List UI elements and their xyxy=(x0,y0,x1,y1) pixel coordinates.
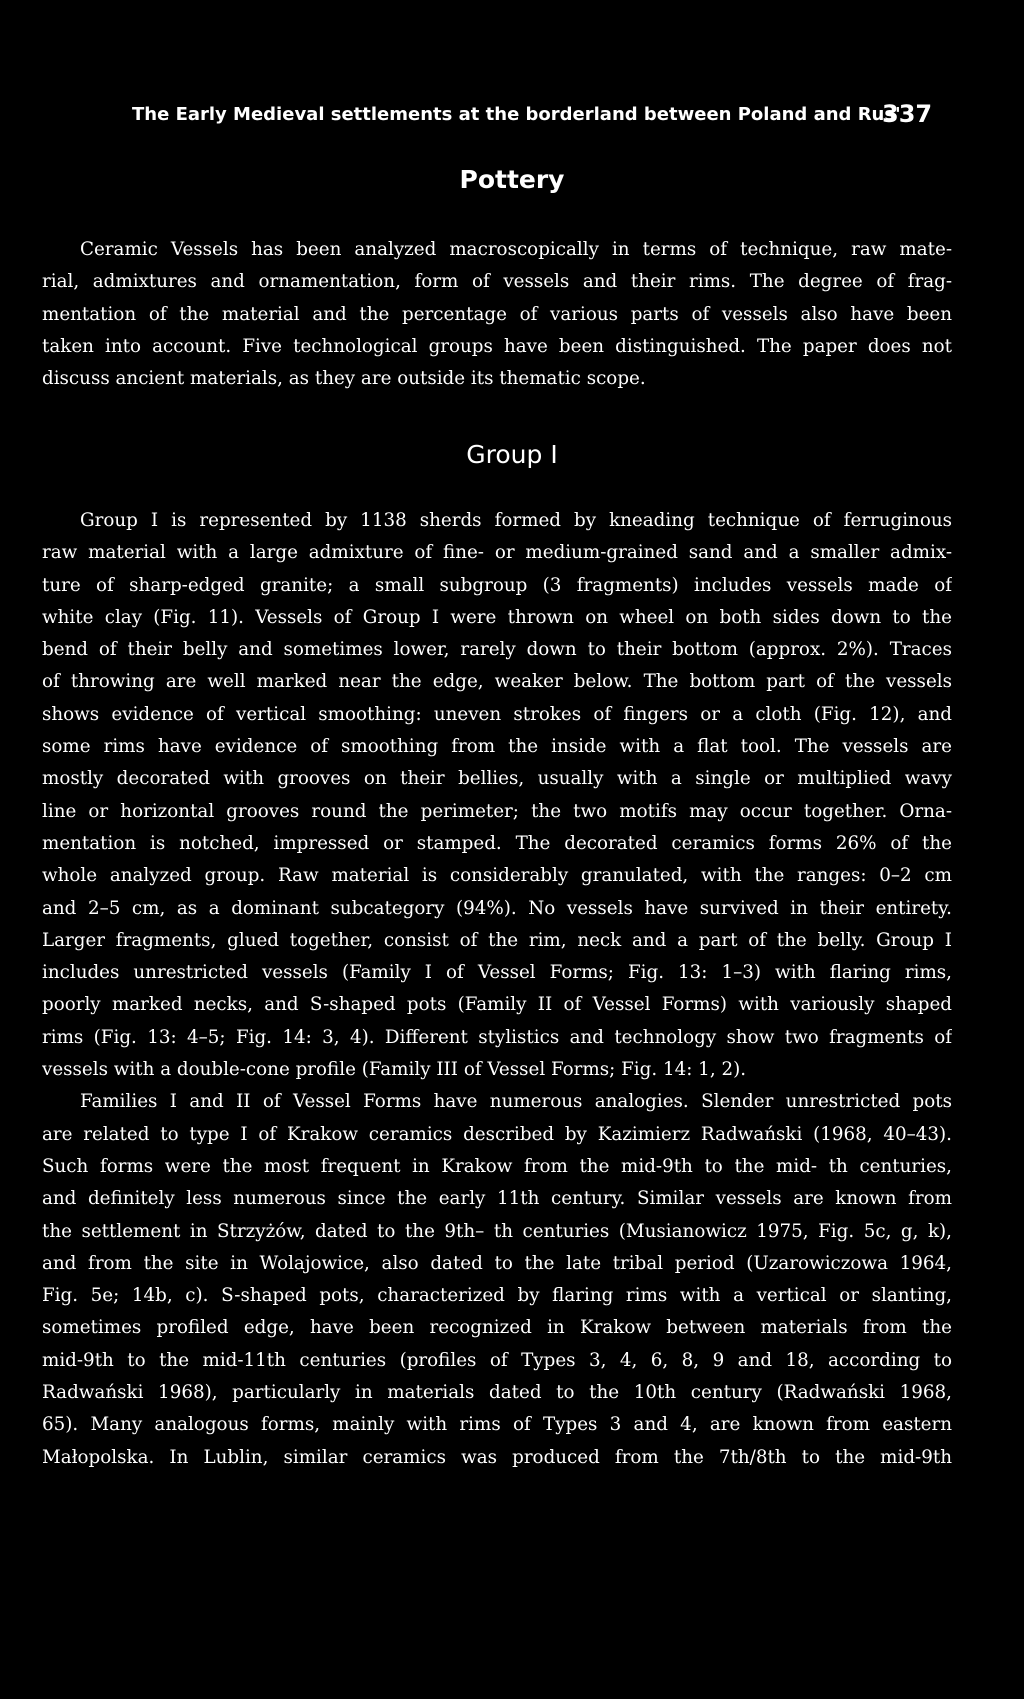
text-line: and 2–5 cm, as a dominant subcategory (94%). No vessels have survived in their entirety. xyxy=(42,897,952,919)
text-line: Ceramic Vessels has been analyzed macroscopically in terms of technique, raw mate- xyxy=(80,239,952,260)
text-line: are related to type I of Krakow ceramics described by Kazimierz Radwański (1968, 40–43). xyxy=(42,1123,952,1145)
text-line: Fig. 5e; 14b, c). S-shaped pots, characterized by flaring rims with a vertical or slanting, xyxy=(42,1285,952,1307)
group-1-text xyxy=(42,505,952,1474)
text-line: Radwański 1968), particularly in materials dated to the 10th century (Radwański 1968, xyxy=(42,1382,952,1404)
text-line: poorly marked necks, and S-shaped pots (Family II of Vessel Forms) with variously shaped xyxy=(42,994,952,1016)
text-line: Such forms were the most frequent in Krakow from the mid-9th to the mid- th centuries, xyxy=(42,1155,952,1177)
text-line: Larger fragments, glued together, consist of the rim, neck and a part of the belly. Group I xyxy=(42,929,952,951)
running-head: The Early Medieval settlements at the borderland between Poland and Rus' xyxy=(132,104,901,125)
text-line: mentation of the material and the percentage of various parts of vessels also have been xyxy=(42,303,952,325)
text-line: Group I is represented by 1138 sherds formed by kneading technique of ferruginous xyxy=(80,510,952,531)
text-line: bend of their belly and sometimes lower, rarely down to their bottom (approx. 2%). Traces xyxy=(42,639,952,661)
intro-paragraph xyxy=(42,234,952,395)
text-line: of throwing are well marked near the edge, weaker below. The bottom part of the vessels xyxy=(42,671,952,693)
text-line: some rims have evidence of smoothing from the inside with a flat tool. The vessels are xyxy=(42,736,952,758)
text-line: and from the site in Wolajowice, also dated to the late tribal period (Uzarowiczowa 1964, xyxy=(42,1252,952,1274)
text-line: whole analyzed group. Raw material is considerably granulated, with the ranges: 0–2 cm xyxy=(42,865,952,887)
text-line: sometimes profiled edge, have been recognized in Krakow between materials from the xyxy=(42,1317,952,1339)
text-line: rial, admixtures and ornamentation, form of vessels and their rims. The degree of frag- xyxy=(42,271,952,293)
text-line: Families I and II of Vessel Forms have numerous analogies. Slender unrestricted pots xyxy=(80,1091,952,1113)
text-line: and definitely less numerous since the early 11th century. Similar vessels are known from xyxy=(42,1188,952,1210)
section-title-pottery: Pottery xyxy=(459,165,565,194)
section-title-group-1: Group I xyxy=(466,440,558,469)
text-line: rims (Fig. 13: 4–5; Fig. 14: 3, 4). Different stylistics and technology show two fragments of xyxy=(42,1026,952,1048)
text-line: includes unrestricted vessels (Family I of Vessel Forms; Fig. 13: 1–3) with flaring rims, xyxy=(42,962,952,984)
text-line: line or horizontal grooves round the perimeter; the two motifs may occur together. Orna- xyxy=(42,800,952,822)
text-line: mentation is notched, impressed or stamped. The decorated ceramics forms 26% of the xyxy=(42,832,952,854)
text-line: white clay (Fig. 11). Vessels of Group I were thrown on wheel on both sides down to the xyxy=(42,606,952,628)
text-line: shows evidence of vertical smoothing: uneven strokes of fingers or a cloth (Fig. 12), and xyxy=(42,703,952,725)
text-line: the settlement in Strzyżów, dated to the 9th– th centuries (Musianowicz 1975, Fig. 5c, g, k), xyxy=(42,1220,952,1242)
text-line: mid-9th to the mid-11th centuries (profiles of Types 3, 4, 6, 8, 9 and 18, according to xyxy=(42,1349,952,1371)
page-number: 337 xyxy=(882,100,933,128)
text-line: Małopolska. In Lublin, similar ceramics was produced from the 7th/8th to the mid-9th xyxy=(42,1446,952,1468)
text-line: raw material with a large admixture of fine- or medium-grained sand and a smaller admix- xyxy=(42,542,952,564)
text-line: 65). Many analogous forms, mainly with rims of Types 3 and 4, are known from eastern xyxy=(42,1414,952,1436)
text-line: vessels with a double-cone profile (Family III of Vessel Forms; Fig. 14: 1, 2). xyxy=(42,1059,747,1081)
text-line: ture of sharp-edged granite; a small subgroup (3 fragments) includes vessels made of xyxy=(42,574,952,596)
text-line: discuss ancient materials, as they are outside its thematic scope. xyxy=(42,368,646,390)
text-line: mostly decorated with grooves on their bellies, usually with a single or multiplied wavy xyxy=(42,768,952,790)
text-line: taken into account. Five technological groups have been distinguished. The paper does not xyxy=(42,335,952,357)
